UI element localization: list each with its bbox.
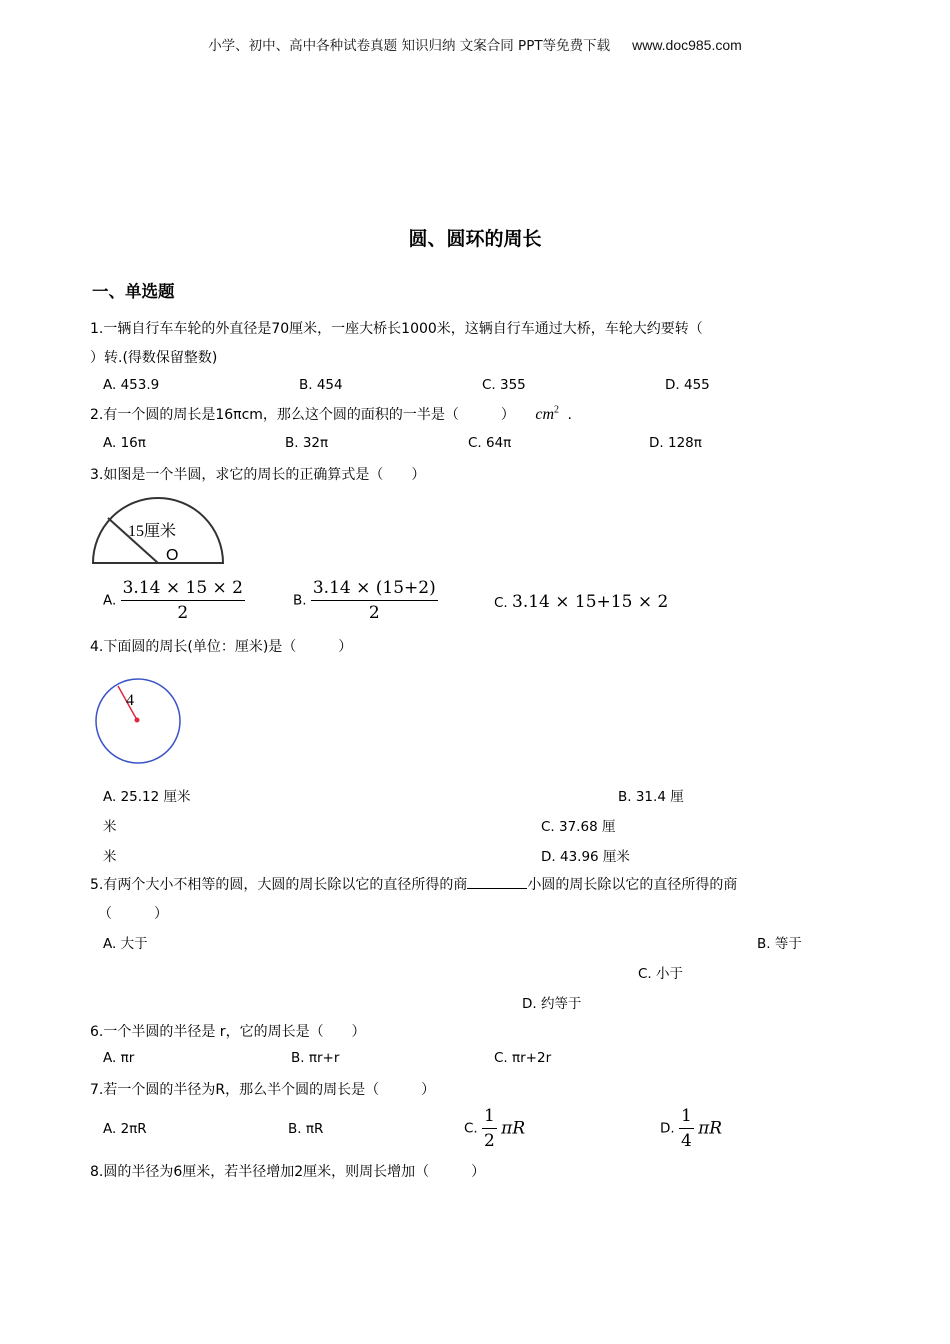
q7-option-d[interactable]: D. $\frac{1}{4}$ πR bbox=[660, 1106, 723, 1151]
section-heading: 一、单选题 bbox=[92, 282, 175, 301]
page-title: 圆、圆环的周长 bbox=[408, 228, 542, 250]
answer-blank bbox=[467, 876, 527, 889]
radius-label: 4 bbox=[126, 692, 134, 709]
q2-option-b[interactable]: B. 32π bbox=[285, 435, 329, 451]
q2-unit: $cm^2$ bbox=[535, 404, 560, 423]
q4-option-d[interactable]: D. 43.96 厘米 bbox=[541, 849, 630, 865]
header-url[interactable]: www.doc985.com bbox=[632, 37, 742, 53]
q5-option-d[interactable]: D. 约等于 bbox=[522, 996, 582, 1012]
question-3: 3.如图是一个半圆，求它的周长的正确算式是（ ） bbox=[90, 467, 426, 483]
q3-option-c[interactable]: C. 3.14 × 15+15 × 2 bbox=[494, 592, 669, 612]
question-2: 2.有一个圆的周长是16πcm，那么这个圆的面积的一半是（ ） $cm^2$ . bbox=[90, 404, 572, 423]
q4-option-a[interactable]: A. 25.12 厘米 bbox=[103, 789, 191, 805]
q5-option-c[interactable]: C. 小于 bbox=[638, 966, 684, 982]
q3-option-b[interactable]: B. $\frac{3.14 \times (15+2)}{2}$ bbox=[293, 578, 436, 623]
q1-option-b[interactable]: B. 454 bbox=[299, 377, 343, 393]
q2-option-d[interactable]: D. 128π bbox=[649, 435, 702, 451]
header-text: 小学、初中、高中各种试卷真题 知识归纳 文案合同 PPT等免费下载 bbox=[208, 38, 611, 54]
q6-option-c[interactable]: C. πr+2r bbox=[494, 1050, 552, 1066]
q4-option-c[interactable]: C. 37.68 厘 bbox=[541, 819, 616, 835]
q7-option-c[interactable]: C. $\frac{1}{2}$ πR bbox=[464, 1106, 526, 1151]
question-7: 7.若一个圆的半径为R，那么半个圆的周长是（ ） bbox=[90, 1082, 436, 1098]
q4-option-c-cont: 米 bbox=[103, 849, 117, 865]
question-5-line2: （ ） bbox=[98, 906, 168, 922]
question-8: 8.圆的半径为6厘米，若半径增加2厘米，则周长增加（ ） bbox=[90, 1164, 486, 1180]
circle-figure bbox=[92, 676, 186, 766]
q4-option-b-cont: 米 bbox=[103, 819, 117, 835]
q1-option-d[interactable]: D. 455 bbox=[665, 377, 710, 393]
q7-option-b[interactable]: B. πR bbox=[288, 1121, 324, 1137]
q1-option-c[interactable]: C. 355 bbox=[482, 377, 526, 393]
radius-label: 15厘米 bbox=[128, 523, 177, 540]
question-4: 4.下面圆的周长(单位：厘米)是（ ） bbox=[90, 639, 353, 655]
q5-option-b[interactable]: B. 等于 bbox=[757, 936, 802, 952]
q2-option-c[interactable]: C. 64π bbox=[468, 435, 512, 451]
question-6: 6.一个半圆的半径是 r，它的周长是（ ） bbox=[90, 1024, 366, 1040]
q6-option-b[interactable]: B. πr+r bbox=[291, 1050, 340, 1066]
q4-option-b[interactable]: B. 31.4 厘 bbox=[618, 789, 684, 805]
q7-option-a[interactable]: A. 2πR bbox=[103, 1121, 147, 1137]
question-1-line2: ）转.(得数保留整数) bbox=[90, 350, 218, 366]
q6-option-a[interactable]: A. πr bbox=[103, 1050, 135, 1066]
question-2-text: 2.有一个圆的周长是16πcm，那么这个圆的面积的一半是（ ） bbox=[90, 407, 515, 423]
question-1-line1: 1.一辆自行车车轮的外直径是70厘米，一座大桥长1000米，这辆自行车通过大桥，车轮大约要转（ bbox=[90, 321, 703, 337]
q3-option-a[interactable]: A. $\frac{3.14 \times 15 \times 2}{2}$ bbox=[103, 578, 243, 623]
center-label: O bbox=[166, 547, 179, 564]
q2-option-a[interactable]: A. 16π bbox=[103, 435, 146, 451]
q1-option-a[interactable]: A. 453.9 bbox=[103, 377, 160, 393]
question-5: 5.有两个大小不相等的圆，大圆的周长除以它的直径所得的商 小圆的周长除以它的直径所得的商 bbox=[90, 877, 738, 893]
q5-option-a[interactable]: A. 大于 bbox=[103, 936, 148, 952]
semicircle-figure bbox=[88, 496, 230, 568]
page-header bbox=[0, 34, 950, 54]
center-dot bbox=[135, 718, 140, 723]
